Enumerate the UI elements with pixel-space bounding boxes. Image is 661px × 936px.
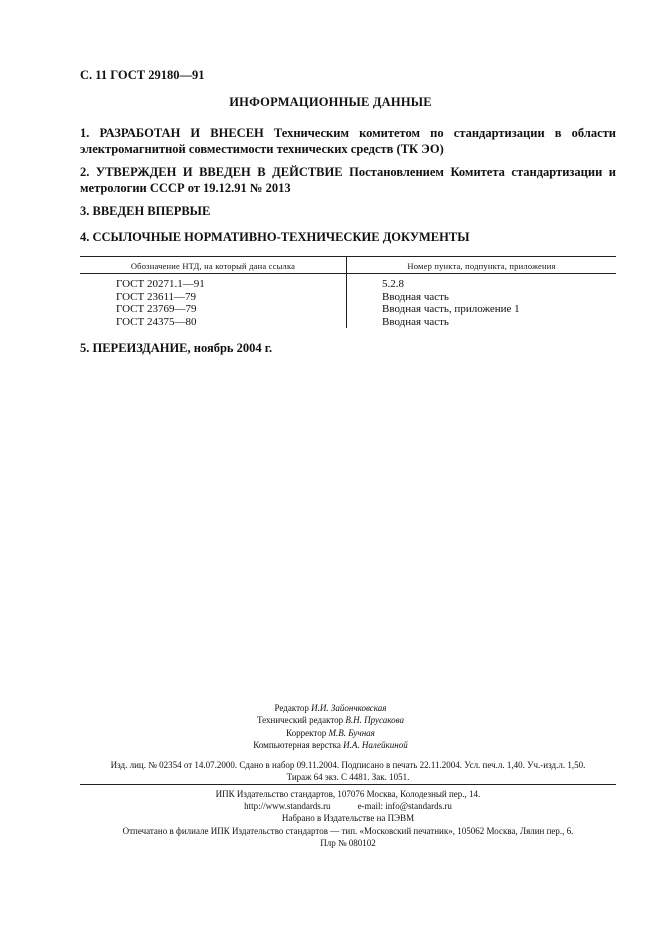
table-column-documents <box>116 278 205 328</box>
table-top-rule <box>80 256 616 257</box>
section-4-label: 4. ССЫЛОЧНЫЕ НОРМАТИВНО-ТЕХНИЧЕСКИЕ ДОКУМЕНТЫ <box>80 230 470 244</box>
page-title: ИНФОРМАЦИОННЫЕ ДАННЫЕ <box>229 95 432 109</box>
layout-name: И.А. Налейкиной <box>343 740 408 751</box>
publication-line-2: Тираж 64 экз. С 4481. Зак. 1051. <box>286 772 410 783</box>
footer-website: http://www.standards.ru <box>244 801 331 812</box>
footer-line-1: ИПК Издательство стандартов, 107076 Москва, Колодезный пер., 14. <box>215 789 481 799</box>
section-2-text: Постановлением Комитета стандартизации и метрологии СССР от 19.12.91 № 2013 <box>80 165 617 195</box>
table-cell-doc: ГОСТ 24375—80 <box>116 315 197 328</box>
editor-line <box>0 702 661 714</box>
layout-label: Компьютерная верстка <box>253 740 341 751</box>
table-header-document: Обозначение НТД, на который дана ссылка <box>130 261 296 271</box>
section-5 <box>80 340 616 356</box>
corrector-label: Корректор <box>286 727 327 738</box>
footer-rule <box>80 784 616 785</box>
section-2 <box>80 164 616 196</box>
section-2-label: 2. УТВЕРЖДЕН И ВВЕДЕН В ДЕЙСТВИЕ <box>80 165 343 179</box>
section-1-text: Техническим комитетом по стандартизации в области электромагнитной совместимости технических средств (ТК ЭО) <box>80 126 617 156</box>
footer-line-4: Отпечатано в филиале ИПК Издательство стандартов — тип. «Московский печатник», 105062 Москва, Лялин пер., 6. <box>122 825 574 836</box>
footer-line-3: Набрано в Издательстве на ПЭВМ <box>281 813 415 824</box>
tech-editor-line <box>0 714 661 726</box>
editor-label: Редактор <box>274 703 309 713</box>
table-cell-ref: Вводная часть, приложение 1 <box>382 303 520 315</box>
section-4 <box>80 229 616 245</box>
table-cell-doc: ГОСТ 23611—79 <box>116 290 197 303</box>
corrector-line <box>0 727 661 739</box>
table-column-clauses <box>382 278 520 328</box>
layout-line <box>0 739 661 751</box>
table-cell-ref: Вводная часть <box>382 315 449 328</box>
editor-name: И.И. Зайончковская <box>311 703 387 713</box>
footer-email: e-mail: info@standards.ru <box>357 801 452 812</box>
imprint-credits <box>0 702 661 752</box>
table-header-clause: Номер пункта, подпункта, приложения <box>407 261 556 271</box>
table-cell-doc: ГОСТ 23769—79 <box>116 303 197 315</box>
publication-info <box>80 759 616 784</box>
tech-editor-label: Технический редактор <box>256 715 344 726</box>
printer-footer <box>80 788 616 849</box>
corrector-name: М.В. Бучная <box>328 727 375 738</box>
table-cell-ref: Вводная часть <box>382 290 449 303</box>
page-header: С. 11 ГОСТ 29180—91 <box>80 68 205 82</box>
section-3 <box>80 203 616 219</box>
section-1 <box>80 125 616 157</box>
tech-editor-name: В.Н. Прусакова <box>345 715 405 726</box>
section-5-label: 5. ПЕРЕИЗДАНИЕ, ноябрь 2004 г. <box>80 341 273 355</box>
footer-line-5: Плр № 080102 <box>320 837 376 848</box>
table-cell-doc: ГОСТ 20271.1—91 <box>116 278 205 290</box>
publication-line-1: Изд. лиц. № 02354 от 14.07.2000. Сдано в набор 09.11.2004. Подписано в печать 22.11.2004. Усл. печ.л. 1,40. Уч.-изд.л. 1,50. <box>110 760 586 770</box>
table-cell-ref: 5.2.8 <box>382 278 404 290</box>
table-header-rule <box>80 273 616 274</box>
section-1-label: 1. РАЗРАБОТАН И ВНЕСЕН <box>80 126 264 140</box>
section-3-label: 3. ВВЕДЕН ВПЕРВЫЕ <box>80 204 211 218</box>
footer-contacts <box>80 800 616 812</box>
